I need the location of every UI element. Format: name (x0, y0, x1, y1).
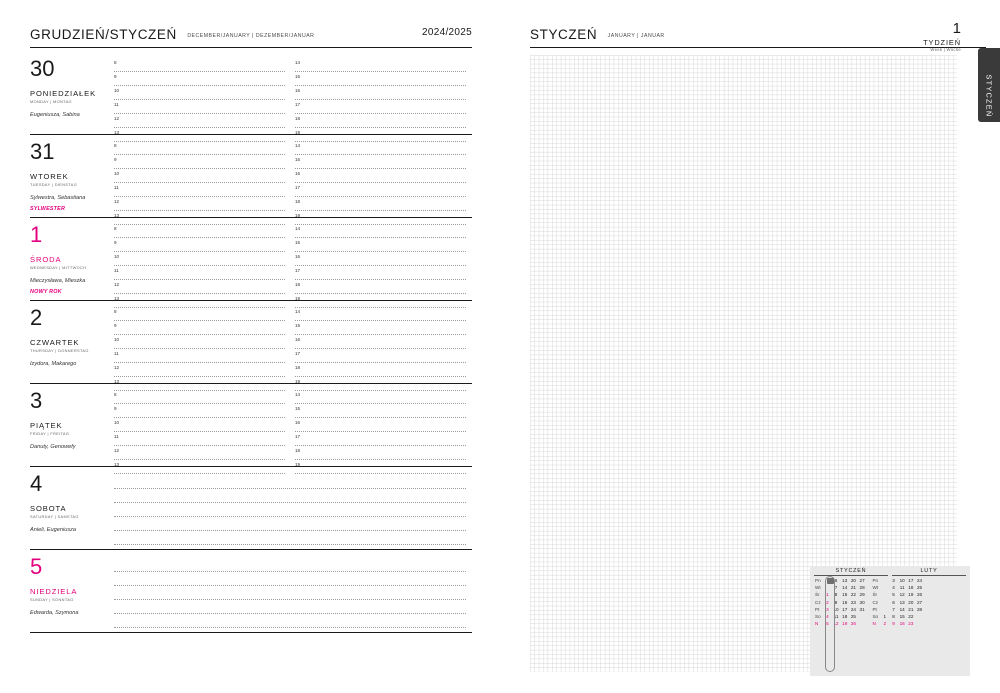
hour-slot[interactable] (295, 86, 466, 100)
hour-label: 13 (114, 130, 120, 135)
hour-label: 15 (295, 406, 301, 411)
hour-label: 12 (114, 365, 120, 370)
hour-column (114, 141, 295, 217)
hour-slot[interactable] (114, 224, 285, 238)
hour-slot[interactable] (295, 100, 466, 114)
hour-label: 19 (295, 462, 301, 467)
day-name-translation: WEDNESDAY | MITTWOCH (30, 265, 87, 270)
hour-slot[interactable] (295, 58, 466, 72)
hour-label: 14 (295, 143, 301, 148)
hour-label: 8 (114, 60, 117, 65)
hour-slot[interactable] (295, 349, 466, 363)
mini-calendar-day[interactable]: 19 (842, 621, 848, 627)
mini-calendar-day[interactable]: 26 (916, 592, 923, 598)
mini-calendar-day[interactable]: 14 (842, 585, 848, 591)
hour-label: 17 (295, 351, 301, 356)
name-days: Eugeniusza, Sabina (30, 112, 80, 118)
mini-calendar-dow: So (815, 614, 821, 620)
hour-column (114, 224, 295, 300)
day-name: PIĄTEK (30, 421, 63, 430)
hour-label: 16 (295, 88, 301, 93)
hour-slot[interactable] (295, 432, 466, 446)
hour-columns (114, 52, 472, 134)
day-number: 1 (30, 222, 43, 247)
hour-slot[interactable] (114, 72, 285, 86)
year-range: 2024/2025 (422, 27, 472, 38)
hour-slot[interactable] (114, 418, 285, 432)
hour-label: 12 (114, 448, 120, 453)
mini-calendar-title-january: STYCZEŃ (814, 568, 888, 576)
day-label-block (30, 218, 114, 300)
mini-calendar-day[interactable]: 20 (850, 578, 856, 583)
note-line[interactable] (114, 531, 466, 545)
mini-calendar-dow: So (872, 614, 879, 620)
note-line[interactable] (114, 572, 466, 586)
hour-label: 14 (295, 392, 301, 397)
hour-label: 18 (295, 365, 301, 370)
hour-slot[interactable] (114, 280, 285, 294)
hour-slot[interactable] (295, 446, 466, 460)
day-number: 30 (30, 56, 55, 81)
mini-calendar-dow: Pt (872, 606, 877, 612)
mini-calendar-day[interactable]: 11 (833, 614, 839, 620)
hour-slot[interactable] (295, 224, 466, 238)
hour-columns (114, 218, 472, 300)
mini-calendar-dow: Cz (815, 599, 821, 605)
mini-calendar-day[interactable]: 28 (859, 585, 865, 591)
hour-slot[interactable] (114, 307, 285, 321)
mini-calendar-day[interactable]: 29 (859, 592, 865, 598)
mini-calendar-row (871, 584, 923, 591)
mini-calendar-day[interactable]: 17 (842, 606, 848, 612)
hour-slot[interactable] (114, 349, 285, 363)
weekend-note-lines (114, 467, 472, 549)
mini-calendar-day[interactable]: 17 (908, 578, 914, 583)
hour-slot[interactable] (295, 155, 466, 169)
holiday-label: SYLWESTER (30, 206, 66, 213)
mini-calendar-dow: Cz (872, 599, 879, 605)
mini-calendar-headers (814, 568, 966, 576)
mini-calendar-day[interactable]: 6 (834, 578, 838, 583)
mini-calendar-dow: Pt (815, 606, 820, 612)
mini-calendar-day[interactable] (915, 620, 924, 627)
hour-columns (114, 384, 472, 466)
hour-slot[interactable] (114, 238, 285, 252)
hour-column (295, 390, 472, 466)
hour-label: 8 (114, 143, 117, 148)
day-number: 4 (30, 471, 43, 496)
mini-calendar-day[interactable]: 31 (859, 606, 865, 612)
day-row (30, 467, 472, 550)
left-page-header (30, 26, 472, 48)
hour-slot[interactable] (114, 155, 285, 169)
mini-calendar-dow: Pn (872, 578, 879, 583)
day-name-translation: MONDAY | MONTAG (30, 99, 72, 104)
mini-calendar-day[interactable]: 7 (834, 585, 838, 591)
hour-slot[interactable] (295, 183, 466, 197)
mini-calendar-day[interactable]: 19 (908, 592, 914, 598)
hour-slot[interactable] (114, 86, 285, 100)
mini-calendar-day[interactable]: 2 (883, 621, 887, 627)
mini-calendar-day[interactable]: 9 (834, 599, 838, 605)
hour-label: 10 (114, 171, 120, 176)
hour-column (295, 141, 472, 217)
right-page-title-translation: JANUARY | JANUAR (607, 33, 665, 39)
hour-slot[interactable] (295, 335, 466, 349)
mini-calendar-day[interactable]: 3 (892, 578, 895, 583)
right-page-title: STYCZEŃ (530, 27, 598, 42)
week-label-translation: Week | Woche (930, 47, 961, 52)
month-tab-label: STYCZEŃ (984, 74, 994, 118)
note-line[interactable] (114, 600, 466, 614)
day-row (30, 301, 472, 384)
hour-slot[interactable] (114, 100, 285, 114)
hour-label: 17 (295, 434, 301, 439)
day-label-block (30, 467, 114, 549)
hour-slot[interactable] (295, 321, 466, 335)
name-days: Mieczysława, Mieszka (30, 278, 86, 284)
hour-slot[interactable] (295, 197, 466, 211)
day-name: PONIEDZIAŁEK (30, 89, 97, 98)
mini-calendar-dow: Śr (872, 592, 878, 598)
hour-label: 9 (114, 406, 117, 411)
mini-calendar-day[interactable]: 25 (916, 585, 923, 591)
mini-calendar-day[interactable] (858, 620, 867, 627)
mini-calendar-day[interactable]: 20 (908, 599, 914, 605)
hour-label: 13 (114, 379, 120, 384)
mini-calendar-row (814, 577, 866, 584)
mini-calendar-day[interactable]: 8 (834, 592, 838, 598)
hour-label: 14 (295, 60, 301, 65)
mini-calendar-day[interactable]: 14 (899, 606, 905, 612)
mini-calendar-day[interactable] (880, 591, 889, 598)
mini-calendar-day[interactable]: 23 (850, 599, 856, 605)
mini-calendar-day[interactable]: 21 (850, 585, 856, 591)
day-label-block (30, 301, 114, 383)
hour-label: 19 (295, 213, 301, 218)
hour-slot[interactable] (295, 252, 466, 266)
hour-label: 11 (114, 351, 119, 356)
note-line[interactable] (114, 475, 466, 489)
hour-label: 15 (295, 323, 301, 328)
day-label-block (30, 384, 114, 466)
hour-slot[interactable] (295, 404, 466, 418)
mini-calendar-day[interactable] (858, 613, 867, 620)
day-row (30, 384, 472, 467)
name-days: Anieli, Eugeniusza (30, 527, 77, 533)
hour-slot[interactable] (295, 114, 466, 128)
day-number: 2 (30, 305, 43, 330)
weekend-note-lines (114, 550, 472, 632)
hour-label: 8 (114, 226, 117, 231)
mini-calendar-day[interactable]: 3 (826, 606, 829, 612)
hour-columns (114, 135, 472, 217)
mini-calendar-day[interactable] (880, 599, 889, 606)
mini-calendar-day[interactable] (880, 606, 889, 613)
hour-label: 14 (295, 309, 301, 314)
mini-calendar-day[interactable]: 11 (899, 585, 905, 591)
name-days: Edwarda, Szymona (30, 610, 79, 616)
hour-slot[interactable] (295, 238, 466, 252)
day-name-translation: FRIDAY | FREITAG (30, 431, 70, 436)
note-line[interactable] (114, 503, 466, 517)
mini-calendar-day[interactable]: 18 (908, 585, 914, 591)
page-title-translation: DECEMBER/JANUARY | DEZEMBER/JANUAR (187, 33, 315, 39)
mini-calendar-row (814, 599, 866, 606)
mini-calendar-day[interactable]: 15 (899, 614, 905, 620)
hour-label: 10 (114, 337, 120, 342)
hour-slot[interactable] (114, 390, 285, 404)
mini-calendar-row (871, 591, 923, 598)
hour-slot[interactable] (114, 197, 285, 211)
hour-label: 10 (114, 254, 120, 259)
day-name-translation: TUESDAY | DIENSTAG (30, 182, 78, 187)
hour-slot[interactable] (114, 252, 285, 266)
note-line[interactable] (114, 489, 466, 503)
day-list (30, 52, 472, 633)
day-row (30, 218, 472, 301)
hour-label: 18 (295, 282, 301, 287)
day-name: NIEDZIELA (30, 587, 78, 596)
mini-calendar-dow: N (815, 621, 819, 627)
hour-label: 8 (114, 309, 117, 314)
day-name-translation: SATURDAY | SAMSTAG (30, 514, 79, 519)
mini-calendar-day[interactable]: 1 (826, 592, 829, 598)
hour-label: 11 (114, 434, 119, 439)
day-number: 31 (30, 139, 55, 164)
day-name: ŚRODA (30, 255, 62, 264)
hour-slot[interactable] (114, 363, 285, 377)
hour-column (295, 307, 472, 383)
mini-calendar-day[interactable]: 16 (842, 599, 848, 605)
hour-label: 9 (114, 74, 117, 79)
day-row (30, 550, 472, 633)
mini-calendar-dow: Wt (815, 585, 821, 591)
mini-calendar-day[interactable]: 30 (859, 599, 865, 605)
mini-calendar-day[interactable]: 6 (892, 599, 895, 605)
mini-calendar-row (814, 620, 866, 627)
hour-slot[interactable] (295, 141, 466, 155)
hour-label: 12 (114, 282, 120, 287)
mini-calendars (810, 566, 970, 676)
mini-calendar-february[interactable] (871, 577, 923, 627)
hour-label: 15 (295, 157, 301, 162)
mini-calendar-day[interactable] (915, 613, 924, 620)
hour-label: 19 (295, 379, 301, 384)
hour-slot[interactable] (114, 169, 285, 183)
hour-slot[interactable] (114, 266, 285, 280)
hour-slot[interactable] (295, 390, 466, 404)
day-row (30, 52, 472, 135)
today-marker (827, 578, 834, 585)
mini-calendar-dow: Wt (872, 585, 879, 591)
hour-slot[interactable] (114, 183, 285, 197)
name-days: Sylwestra, Sebastiana (30, 195, 86, 201)
day-number: 5 (30, 554, 43, 579)
hour-label: 12 (114, 199, 120, 204)
mini-calendar-dow: N (872, 621, 876, 627)
day-number: 3 (30, 388, 43, 413)
hour-label: 13 (114, 462, 120, 467)
mini-calendar-day[interactable]: 18 (842, 614, 848, 620)
day-row (30, 135, 472, 218)
hour-label: 13 (114, 296, 120, 301)
day-name: SOBOTA (30, 504, 67, 513)
mini-calendar-row (871, 599, 923, 606)
hour-label: 16 (295, 337, 301, 342)
day-label-block (30, 52, 114, 134)
holiday-label: NOWY ROK (30, 289, 62, 296)
mini-calendar-day[interactable]: 15 (842, 592, 848, 598)
mini-calendar-day[interactable]: 7 (892, 606, 895, 612)
mini-calendar-row (814, 584, 866, 591)
hour-label: 12 (114, 116, 120, 121)
mini-calendar-row (814, 591, 866, 598)
day-label-block (30, 550, 114, 632)
day-label-block (30, 135, 114, 217)
name-days: Izydora, Makarego (30, 361, 77, 367)
hour-slot[interactable] (114, 141, 285, 155)
month-tab-styczen[interactable] (978, 48, 1000, 122)
hour-label: 13 (114, 213, 120, 218)
mini-calendar-day[interactable]: 8 (892, 614, 895, 620)
hour-label: 18 (295, 448, 301, 453)
mini-calendar-day[interactable]: 24 (850, 606, 856, 612)
hour-label: 16 (295, 171, 301, 176)
hour-label: 11 (114, 102, 119, 107)
hour-label: 17 (295, 268, 301, 273)
mini-calendar-day[interactable]: 1 (883, 614, 887, 620)
mini-calendar-day[interactable]: 5 (892, 592, 895, 598)
hour-label: 16 (295, 254, 301, 259)
mini-calendar-day[interactable]: 21 (908, 606, 914, 612)
mini-calendar-day[interactable]: 23 (908, 621, 914, 627)
mini-calendar-row (871, 620, 923, 627)
hour-columns (114, 301, 472, 383)
mini-calendar-day[interactable]: 10 (899, 578, 905, 583)
day-name-translation: THURSDAY | DONNERSTAG (30, 348, 89, 353)
hour-label: 11 (114, 268, 119, 273)
note-line[interactable] (114, 558, 466, 572)
hour-column (295, 58, 472, 134)
hour-slot[interactable] (114, 114, 285, 128)
mini-calendar-day[interactable] (823, 584, 832, 591)
hour-label: 16 (295, 420, 301, 425)
hour-slot[interactable] (295, 169, 466, 183)
mini-calendar-day[interactable]: 2 (826, 599, 829, 605)
mini-calendar-title-february: LUTY (892, 568, 966, 576)
mini-calendar-day[interactable]: 26 (850, 621, 856, 627)
right-page-header (530, 20, 986, 52)
mini-calendar-day[interactable]: 5 (826, 621, 829, 627)
week-number: 1 (952, 20, 961, 37)
hour-slot[interactable] (295, 72, 466, 86)
hour-column (114, 58, 295, 134)
hour-slot[interactable] (114, 446, 285, 460)
mini-calendar-day[interactable]: 24 (916, 578, 923, 583)
mini-calendar-day[interactable]: 16 (899, 621, 905, 627)
hour-label: 17 (295, 185, 301, 190)
mini-calendar-row (871, 606, 923, 613)
hour-label: 9 (114, 157, 117, 162)
hour-slot[interactable] (114, 321, 285, 335)
mini-calendar-day[interactable]: 12 (899, 592, 905, 598)
note-line[interactable] (114, 517, 466, 531)
mini-calendar-dow: Śr (815, 592, 820, 598)
mini-calendar-dow: Pn (815, 578, 821, 583)
hour-column (114, 390, 295, 466)
mini-calendar-row (871, 577, 923, 584)
mini-calendar-day[interactable]: 10 (833, 606, 839, 612)
hour-label: 19 (295, 130, 301, 135)
mini-calendar-day[interactable]: 22 (908, 614, 914, 620)
day-name: WTOREK (30, 172, 69, 181)
hour-slot[interactable] (114, 58, 285, 72)
mini-calendar-day[interactable] (880, 584, 889, 591)
hour-label: 19 (295, 296, 301, 301)
note-line[interactable] (114, 614, 466, 628)
hour-label: 15 (295, 74, 301, 79)
hour-slot[interactable] (114, 404, 285, 418)
mini-calendar-day[interactable]: 27 (916, 599, 923, 605)
hour-slot[interactable] (295, 418, 466, 432)
mini-calendar-day[interactable]: 28 (916, 606, 923, 612)
hour-column (114, 307, 295, 383)
hour-label: 9 (114, 323, 117, 328)
mini-calendar-day[interactable]: 4 (892, 585, 895, 591)
week-label: TYDZIEŃ (923, 38, 961, 47)
hour-label: 17 (295, 102, 301, 107)
hour-slot[interactable] (295, 307, 466, 321)
mini-calendar-day[interactable]: 13 (899, 599, 905, 605)
mini-calendar-day[interactable]: 25 (850, 614, 856, 620)
page-title: GRUDZIEŃ/STYCZEŃ (30, 27, 177, 42)
hour-column (295, 224, 472, 300)
note-line[interactable] (114, 586, 466, 600)
hour-label: 18 (295, 116, 301, 121)
hour-slot[interactable] (295, 266, 466, 280)
hour-slot[interactable] (114, 432, 285, 446)
hour-label: 9 (114, 240, 117, 245)
hour-slot[interactable] (114, 335, 285, 349)
name-days: Danuty, Genowefy (30, 444, 76, 450)
mini-calendar-day[interactable]: 4 (826, 614, 829, 620)
mini-calendar-row (814, 606, 866, 613)
mini-calendar-row (814, 613, 866, 620)
mini-calendar-day[interactable]: 27 (859, 578, 865, 583)
mini-calendar-day[interactable]: 12 (833, 621, 839, 627)
hour-label: 10 (114, 88, 120, 93)
hour-label: 15 (295, 240, 301, 245)
mini-calendar-january[interactable] (814, 577, 866, 627)
hour-label: 11 (114, 185, 119, 190)
hour-label: 8 (114, 392, 117, 397)
mini-calendar-day[interactable]: 22 (850, 592, 856, 598)
hour-label: 18 (295, 199, 301, 204)
hour-slot[interactable] (295, 280, 466, 294)
hour-label: 10 (114, 420, 120, 425)
day-name: CZWARTEK (30, 338, 80, 347)
hour-slot[interactable] (295, 363, 466, 377)
hour-label: 14 (295, 226, 301, 231)
mini-calendar-day[interactable] (880, 577, 889, 584)
mini-calendar-day[interactable]: 13 (842, 578, 848, 583)
mini-calendar-row (871, 613, 923, 620)
mini-calendar-body (814, 577, 966, 627)
mini-calendar-day[interactable]: 9 (892, 621, 895, 627)
day-name-translation: SUNDAY | SONNTAG (30, 597, 74, 602)
